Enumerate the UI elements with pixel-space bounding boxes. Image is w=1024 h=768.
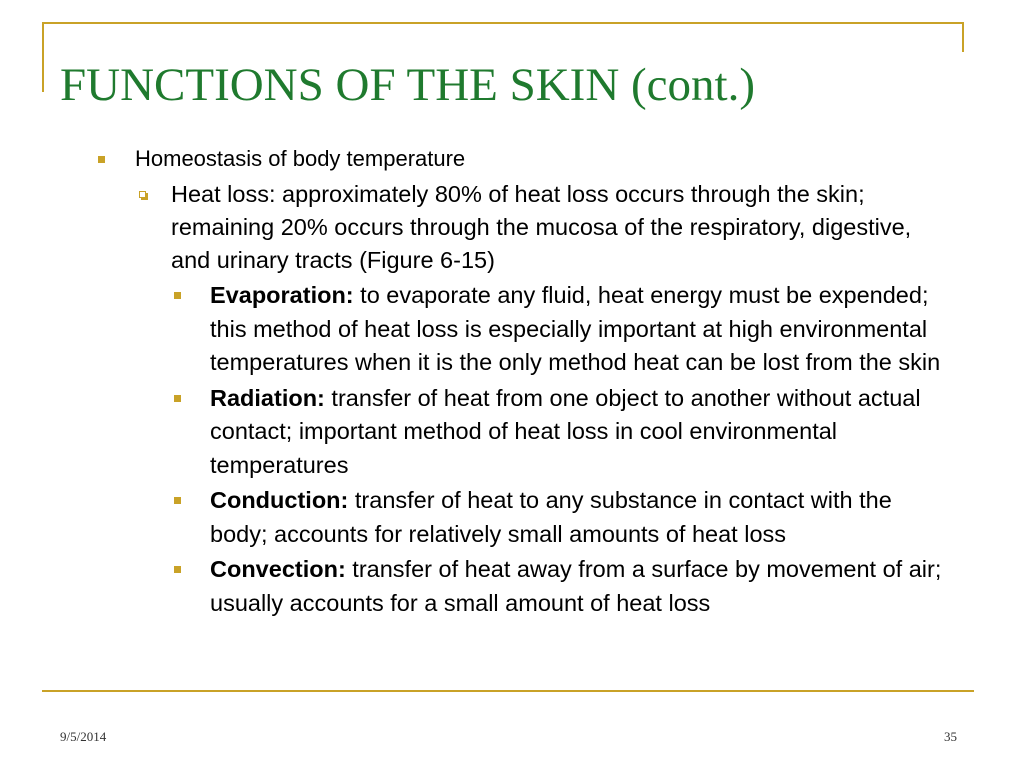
bullet-term: Conduction: [210, 487, 349, 513]
bullet-text: Homeostasis of body temperature [135, 146, 466, 171]
bullet-homeostasis [135, 144, 964, 174]
square-bullet-icon [174, 395, 181, 402]
bullet-text: Heat loss: approximately 80% of heat loss occurs through the skin; remaining 20% occurs through the mucosa of the respiratory, digestive, and urinary tracts (Figure 6-15) [171, 181, 912, 273]
frame-right-tick [962, 22, 964, 52]
bullet-evaporation [210, 279, 944, 380]
bullet-term: Radiation: [210, 384, 325, 411]
slide-content [0, 144, 1024, 620]
square-bullet-icon [174, 566, 181, 573]
slide-title: FUNCTIONS OF THE SKIN (cont.) [60, 59, 755, 111]
square-bullet-icon [174, 497, 181, 504]
footer-date: 9/5/2014 [60, 729, 107, 744]
bullet-text: transfer of heat away from a surface by movement of air; usually accounts for a small amount of heat loss [210, 556, 942, 616]
frame-top-line [42, 22, 964, 24]
page-number: 35 [944, 729, 957, 744]
bullet-heat-loss [171, 178, 939, 277]
footer-divider [42, 690, 974, 692]
bullet-term: Evaporation: [210, 282, 354, 308]
bullet-text: to evaporate any fluid, heat energy must be expended; this method of heat loss is especially important at high environmental temperatures when it is the only method heat can be lost from the skin [210, 282, 941, 375]
bullet-text: transfer of heat from one object to another without actual contact; important method of heat loss in cool environmental temperatures [210, 384, 921, 478]
bullet-radiation [210, 382, 944, 483]
bullet-term: Convection: [210, 556, 346, 582]
bullet-convection [210, 553, 944, 620]
square-bullet-icon [98, 156, 105, 163]
hollow-square-bullet-icon [139, 191, 146, 198]
square-bullet-icon [174, 292, 181, 299]
bullet-text: transfer of heat to any substance in contact with the body; accounts for relatively small amounts of heat loss [210, 487, 892, 547]
bullet-conduction [210, 484, 944, 551]
frame-left-line [42, 22, 44, 92]
